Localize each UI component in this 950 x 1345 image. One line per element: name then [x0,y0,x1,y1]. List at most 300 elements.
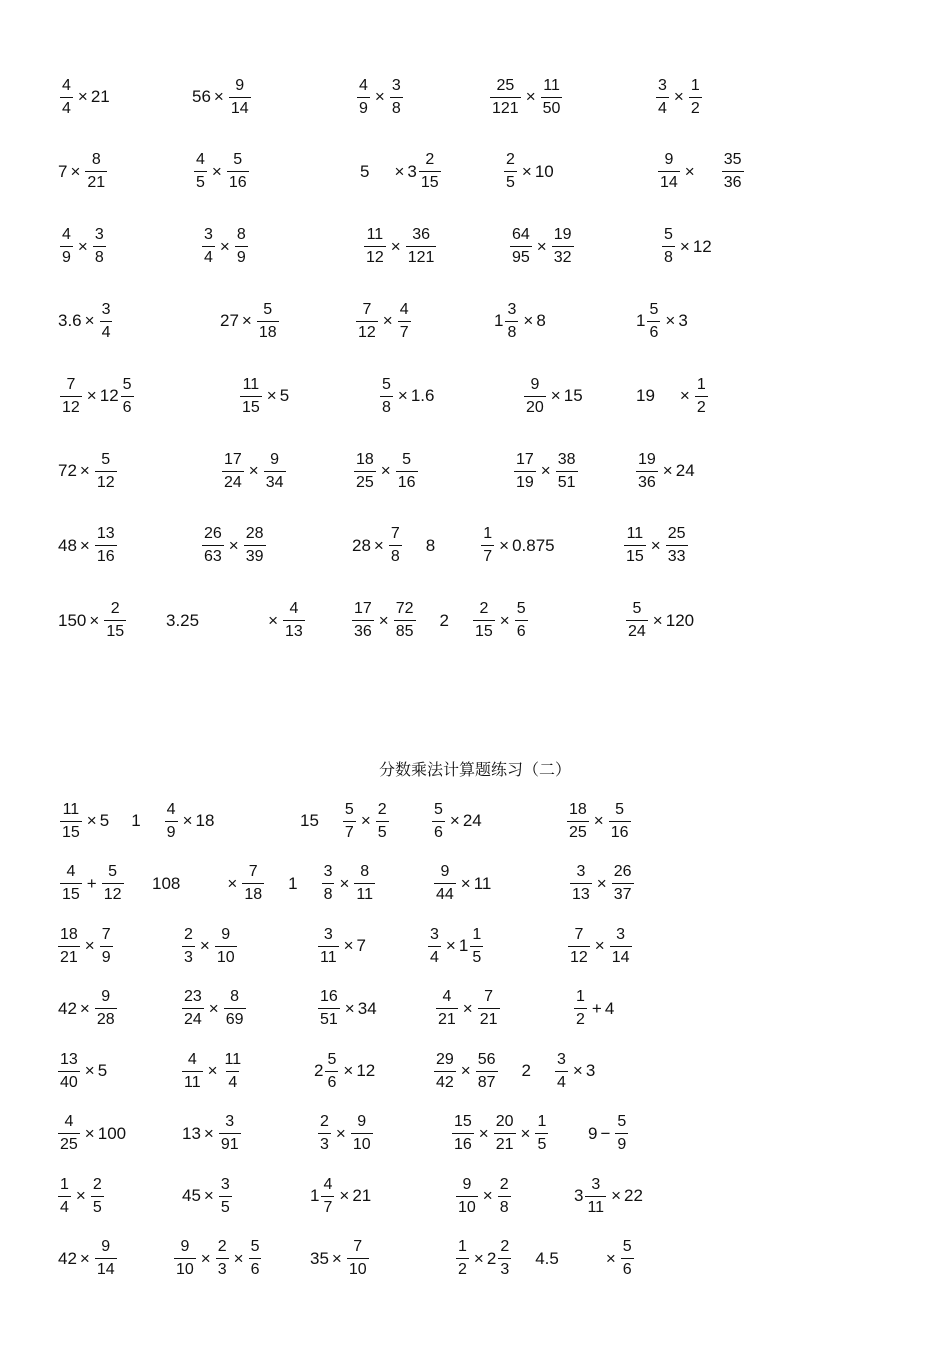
problem [378,366,434,426]
number: 21 [90,87,110,106]
numerator: 3 [557,1050,566,1068]
operator: × [86,811,97,830]
operator: × [219,236,230,256]
problem-row [0,854,950,914]
fraction [60,802,82,841]
denominator: 16 [452,1133,474,1153]
numerator: 4 [196,151,205,169]
denominator: 12 [364,246,386,266]
numerator: 5 [649,300,659,318]
operator: × [684,161,695,181]
numerator: 2 [499,1175,509,1193]
numerator: 9 [101,988,111,1005]
problem [314,1041,375,1101]
problem [654,67,704,127]
numerator: 4 [187,1050,197,1068]
operator: × [462,998,473,1018]
fraction [364,227,386,266]
number: 8 [536,311,546,331]
fraction [223,1052,244,1091]
fraction [322,864,335,903]
problem [568,854,636,914]
operator: × [382,311,393,331]
denominator: 11 [318,946,339,966]
problem [622,516,690,576]
denominator: 7 [343,821,356,841]
numerator: 18 [569,800,587,818]
problem-row [0,67,950,127]
fraction [574,989,587,1028]
denominator: 25 [354,471,376,491]
fraction [354,452,376,491]
problem [300,791,391,851]
denominator: 19 [514,471,536,491]
number: 7 [58,161,68,181]
fraction [394,601,416,640]
numerator: 1 [690,76,700,94]
denominator: 11 [182,1071,203,1091]
fraction [456,1239,469,1278]
problem-row [0,217,950,277]
problem-row [0,791,950,851]
number: 24 [462,811,482,830]
operator: × [84,1061,95,1080]
fraction [666,526,688,565]
denominator: 6 [432,821,445,841]
denominator: 5 [470,946,483,966]
denominator: 18 [257,321,279,341]
problem [182,1104,243,1164]
fraction [398,302,411,341]
problem [488,67,564,127]
numerator: 5 [108,863,118,880]
numerator: 2 [425,151,435,169]
numerator: 11 [242,375,260,393]
denominator: 63 [202,545,224,565]
problem [58,142,109,202]
denominator: 36 [636,471,658,491]
operator: + [591,998,602,1018]
numerator: 7 [574,925,584,943]
operator: × [241,311,252,331]
denominator: 4 [202,246,215,266]
fraction [722,152,744,191]
denominator: 42 [434,1071,456,1091]
fraction [229,78,251,117]
numerator: 7 [484,988,494,1005]
operator: × [207,1061,218,1080]
fraction [182,1052,203,1091]
number: 1 [494,311,504,331]
fraction [182,989,204,1028]
fraction [352,601,374,640]
numerator: 9 [462,1175,472,1193]
operator: × [360,811,371,830]
numerator: 17 [516,450,534,468]
numerator: 17 [354,600,372,618]
fraction [244,526,266,565]
problem [636,366,710,426]
operator: × [248,461,259,480]
denominator: 12 [60,396,82,416]
numerator: 9 [221,925,231,943]
problem [434,979,502,1039]
denominator: 95 [510,246,532,266]
fraction [202,227,215,266]
numerator: 5 [382,375,391,393]
problem [58,291,114,351]
numerator: 3 [430,925,439,943]
number: 48 [58,535,77,555]
number: 11 [473,873,492,893]
denominator: 28 [95,1008,117,1028]
number: 12 [99,386,119,406]
problem [636,291,688,351]
operator: × [344,998,355,1018]
number: 12 [692,236,712,256]
operator: × [79,1248,90,1268]
operator: × [89,610,100,630]
number: 56 [192,87,211,106]
operator: × [84,311,95,331]
numerator: 25 [496,76,515,94]
number: 1 [288,873,298,893]
denominator: 6 [325,1071,338,1091]
operator: × [211,161,222,181]
fraction [376,802,389,841]
denominator: 5 [535,1133,548,1153]
numerator: 1 [60,1175,69,1193]
number: 72 [58,461,77,480]
problem [454,1229,636,1289]
operator: × [679,386,690,406]
numerator: 29 [436,1050,454,1068]
numerator: 26 [204,525,222,543]
number: 24 [675,461,695,480]
fraction [481,526,494,565]
numerator: 2 [479,600,489,618]
fraction [662,227,675,266]
denominator: 15 [473,620,495,640]
number: 18 [195,811,215,830]
number: 13 [182,1123,201,1143]
fraction [567,802,589,841]
numerator: 1 [696,375,706,393]
denominator: 50 [541,97,563,117]
operator: × [593,811,604,830]
problem [450,1104,550,1164]
fraction [85,152,107,191]
numerator: 5 [622,1238,632,1255]
fraction [227,152,249,191]
denominator: 16 [396,471,418,491]
numerator: 4 [64,1113,74,1130]
problem [432,854,491,914]
denominator: 14 [95,1258,117,1278]
denominator: 5 [504,171,517,191]
operator: × [233,1248,244,1268]
operator: × [200,1248,211,1268]
fraction [60,227,73,266]
denominator: 4 [58,1196,71,1216]
number: 2 [521,1061,531,1080]
denominator: 16 [609,821,631,841]
denominator: 12 [95,471,117,491]
number: 4 [604,998,615,1018]
operator: × [611,1186,622,1205]
numerator: 4 [359,76,368,94]
number: 3 [585,1061,596,1080]
numerator: 7 [362,300,372,318]
fraction [182,927,195,966]
problem [180,916,239,976]
denominator: 21 [436,1008,458,1028]
denominator: 87 [476,1071,498,1091]
denominator: 15 [60,821,82,841]
operator: × [339,873,350,893]
denominator: 9 [357,97,370,117]
denominator: 8 [505,321,518,341]
fraction [478,989,500,1028]
numerator: 11 [543,76,560,94]
problem [58,217,108,277]
number: 2 [314,1061,324,1080]
fraction [647,302,660,341]
fraction [470,927,483,966]
operator: × [86,386,97,406]
fraction [585,1177,606,1216]
fraction [615,1114,628,1153]
operator: × [478,1123,489,1143]
number: 3 [678,311,688,331]
fraction [91,1177,104,1216]
numerator: 5 [233,151,243,169]
problem-row [0,1104,950,1164]
fraction [357,78,370,117]
denominator: 8 [380,396,393,416]
numerator: 9 [101,1238,111,1255]
denominator: 85 [394,620,416,640]
denominator: 2 [695,396,708,416]
denominator: 12 [102,883,124,903]
numerator: 7 [101,925,111,943]
denominator: 4 [226,1071,239,1091]
fraction [174,1239,196,1278]
numerator: 5 [327,1050,337,1068]
numerator: 3 [591,1175,601,1193]
number: 0.875 [512,535,555,555]
numerator: 18 [60,925,78,943]
numerator: 2 [92,1175,102,1193]
fraction [515,601,528,640]
problem [58,591,128,651]
numerator: 19 [553,226,572,244]
operator: × [339,1186,350,1205]
numerator: 2 [377,800,387,818]
problem [660,217,712,277]
problem [352,516,555,576]
denominator: 121 [406,246,437,266]
operator: − [600,1123,611,1143]
numerator: 56 [477,1050,496,1068]
numerator: 1 [537,1113,547,1130]
problem [360,142,443,202]
numerator: 5 [516,600,526,618]
operator: × [228,535,239,555]
fraction [58,1114,80,1153]
operator: × [525,87,536,106]
denominator: 9 [60,246,73,266]
problem [522,366,583,426]
numerator: 1 [458,1238,467,1255]
numerator: 3 [323,925,333,943]
problem [58,441,119,501]
fraction [58,927,80,966]
fraction [224,989,246,1028]
operator: × [380,461,391,480]
denominator: 24 [626,620,648,640]
fraction [325,1052,338,1091]
problem-row [0,441,950,501]
operator: × [84,1123,95,1143]
operator: × [335,1123,346,1143]
fraction [351,1114,373,1153]
denominator: 5 [219,1196,232,1216]
problem [432,1041,595,1101]
denominator: 12 [568,946,590,966]
numerator: 2 [184,925,193,943]
operator: × [70,161,81,181]
denominator: 6 [621,1258,634,1278]
problem [316,916,366,976]
operator: × [208,998,219,1018]
denominator: 40 [58,1071,80,1091]
denominator: 9 [615,1133,628,1153]
operator: × [213,87,224,106]
operator: × [521,161,532,181]
number: 5 [97,1061,108,1080]
problem [56,1104,126,1164]
fraction [95,1239,117,1278]
fraction [235,227,248,266]
operator: × [77,236,88,256]
fraction [283,601,305,640]
denominator: 51 [318,1008,340,1028]
denominator: 21 [494,1133,516,1153]
denominator: 6 [121,396,134,416]
number: 5 [360,161,370,181]
operator: × [77,87,88,106]
fraction [95,452,117,491]
operator: × [499,610,510,630]
denominator: 25 [58,1133,80,1153]
numerator: 3 [576,863,586,880]
fraction [389,526,402,565]
operator: × [390,236,401,256]
fraction [354,864,375,903]
numerator: 9 [357,1113,367,1130]
fraction [476,1052,498,1091]
fraction [656,78,669,117]
numerator: 1 [576,988,585,1005]
numerator: 7 [390,525,400,543]
fraction [568,927,590,966]
problem [220,291,281,351]
problem [152,854,377,914]
denominator: 16 [227,171,249,191]
problem [494,291,546,351]
problem [354,291,413,351]
fraction [318,927,339,966]
numerator: 5 [402,450,412,468]
denominator: 7 [321,1196,334,1216]
fraction [60,864,82,903]
numerator: 25 [667,525,686,543]
problem [172,1229,263,1289]
fraction [240,377,262,416]
operator: × [540,461,551,480]
fraction [624,526,646,565]
fraction [498,1239,511,1278]
numerator: 4 [399,300,409,318]
fraction [58,1177,71,1216]
numerator: 3 [658,76,667,94]
denominator: 24 [182,1008,204,1028]
operator: × [572,1061,583,1080]
numerator: 4 [323,1175,333,1193]
fraction [249,1239,262,1278]
numerator: 15 [454,1113,472,1130]
numerator: 3 [323,863,333,880]
fraction [621,1239,634,1278]
numerator: 3 [391,76,401,94]
denominator: 4 [60,97,73,117]
operator: × [79,998,90,1018]
numerator: 7 [353,1238,363,1255]
numerator: 1 [483,525,493,543]
fraction [490,78,521,117]
number: 1 [458,936,469,955]
denominator: 6 [249,1258,262,1278]
fraction [498,1177,511,1216]
numerator: 28 [245,525,264,543]
denominator: 7 [398,321,411,341]
fraction [165,802,178,841]
denominator: 11 [354,883,375,903]
denominator: 14 [658,171,680,191]
number: 45 [182,1186,201,1205]
problem [454,1166,513,1226]
numerator: 11 [62,800,80,818]
problem [316,979,377,1039]
fraction [390,78,403,117]
denominator: 7 [481,545,494,565]
fraction [456,1177,478,1216]
fraction [556,452,578,491]
fraction [318,989,340,1028]
fraction [541,78,563,117]
problem-row [0,291,950,351]
operator: × [665,311,676,331]
numerator: 23 [184,988,202,1005]
denominator: 34 [264,471,286,491]
section-title: 分数乘法计算题练习（二） [378,760,571,779]
numerator: 5 [434,800,443,818]
problem [352,441,420,501]
denominator: 25 [567,821,589,841]
denominator: 10 [174,1258,196,1278]
denominator: 2 [574,1008,587,1028]
